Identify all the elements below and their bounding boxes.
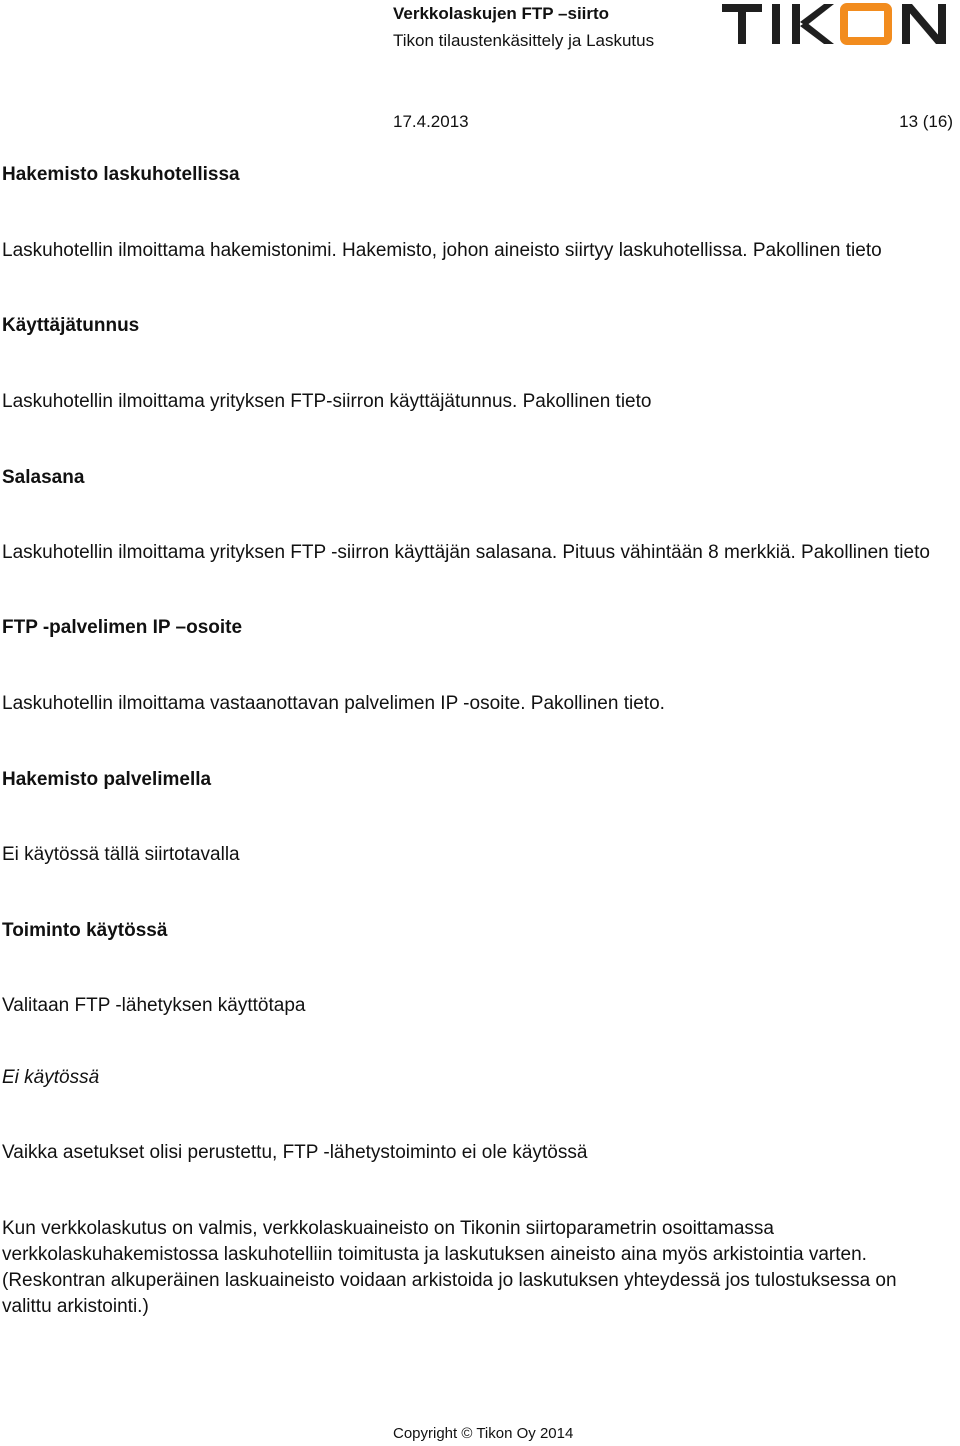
logo-letter-k-stem	[792, 4, 800, 44]
closing-paragraph-line: (Reskontran alkuperäinen laskuaineisto voidaan arkistoida jo laskutuksen yhteydessä jos tulostuksessa on	[2, 1270, 897, 1291]
section-body-ftp-server-ip: Laskuhotellin ilmoittama vastaanottavan palvelimen IP -osoite. Pakollinen tieto.	[2, 693, 665, 714]
section-heading-function-in-use: Toiminto käytössä	[2, 920, 168, 941]
section-heading-invoice-hotel-directory: Hakemisto laskuhotellissa	[2, 164, 240, 185]
closing-paragraph-line: Kun verkkolaskutus on valmis, verkkolaskuaineisto on Tikonin siirtoparametrin osoittamassa	[2, 1218, 774, 1239]
document-date: 17.4.2013	[393, 112, 469, 131]
section-heading-password: Salasana	[2, 467, 85, 488]
closing-paragraph-line: valittu arkistointi.)	[2, 1296, 149, 1317]
document-subtitle: Tikon tilaustenkäsittely ja Laskutus	[393, 31, 655, 50]
page-number: 13 (16)	[899, 112, 953, 131]
section-body-server-directory: Ei käytössä tällä siirtotavalla	[2, 844, 240, 865]
tikon-logo	[722, 2, 948, 46]
closing-paragraph	[2, 1216, 942, 1320]
closing-paragraph-line: verkkolaskuhakemistossa laskuhotelliin toimitusta ja laskutuksen aineisto aina myös arkistointia varten.	[2, 1244, 867, 1265]
document-title: Verkkolaskujen FTP –siirto	[393, 4, 610, 23]
section-body-username: Laskuhotellin ilmoittama yrityksen FTP-siirron käyttäjätunnus. Pakollinen tieto	[2, 391, 652, 412]
option-description-not-in-use: Vaikka asetukset olisi perustettu, FTP -lähetystoiminto ei ole käytössä	[2, 1142, 588, 1163]
logo-letter-o	[844, 7, 888, 41]
footer-copyright: Copyright © Tikon Oy 2014	[393, 1425, 574, 1442]
logo-letter-i	[772, 4, 780, 44]
section-heading-server-directory: Hakemisto palvelimella	[2, 769, 212, 790]
section-heading-ftp-server-ip: FTP -palvelimen IP –osoite	[2, 617, 243, 638]
logo-letter-t-stem	[738, 4, 746, 44]
logo-letter-k-lower	[800, 22, 834, 44]
section-body-password: Laskuhotellin ilmoittama yrityksen FTP -siirron käyttäjän salasana. Pituus vähintään 8 merkkiä. Pakollinen tieto	[2, 542, 930, 563]
section-heading-username: Käyttäjätunnus	[2, 315, 140, 336]
section-body-function-in-use: Valitaan FTP -lähetyksen käyttötapa	[2, 995, 306, 1016]
option-label-not-in-use: Ei käytössä	[2, 1067, 100, 1088]
section-body-invoice-hotel-directory: Laskuhotellin ilmoittama hakemistonimi. Hakemisto, johon aineisto siirtyy laskuhotellissa. Pakollinen tieto	[2, 240, 882, 261]
